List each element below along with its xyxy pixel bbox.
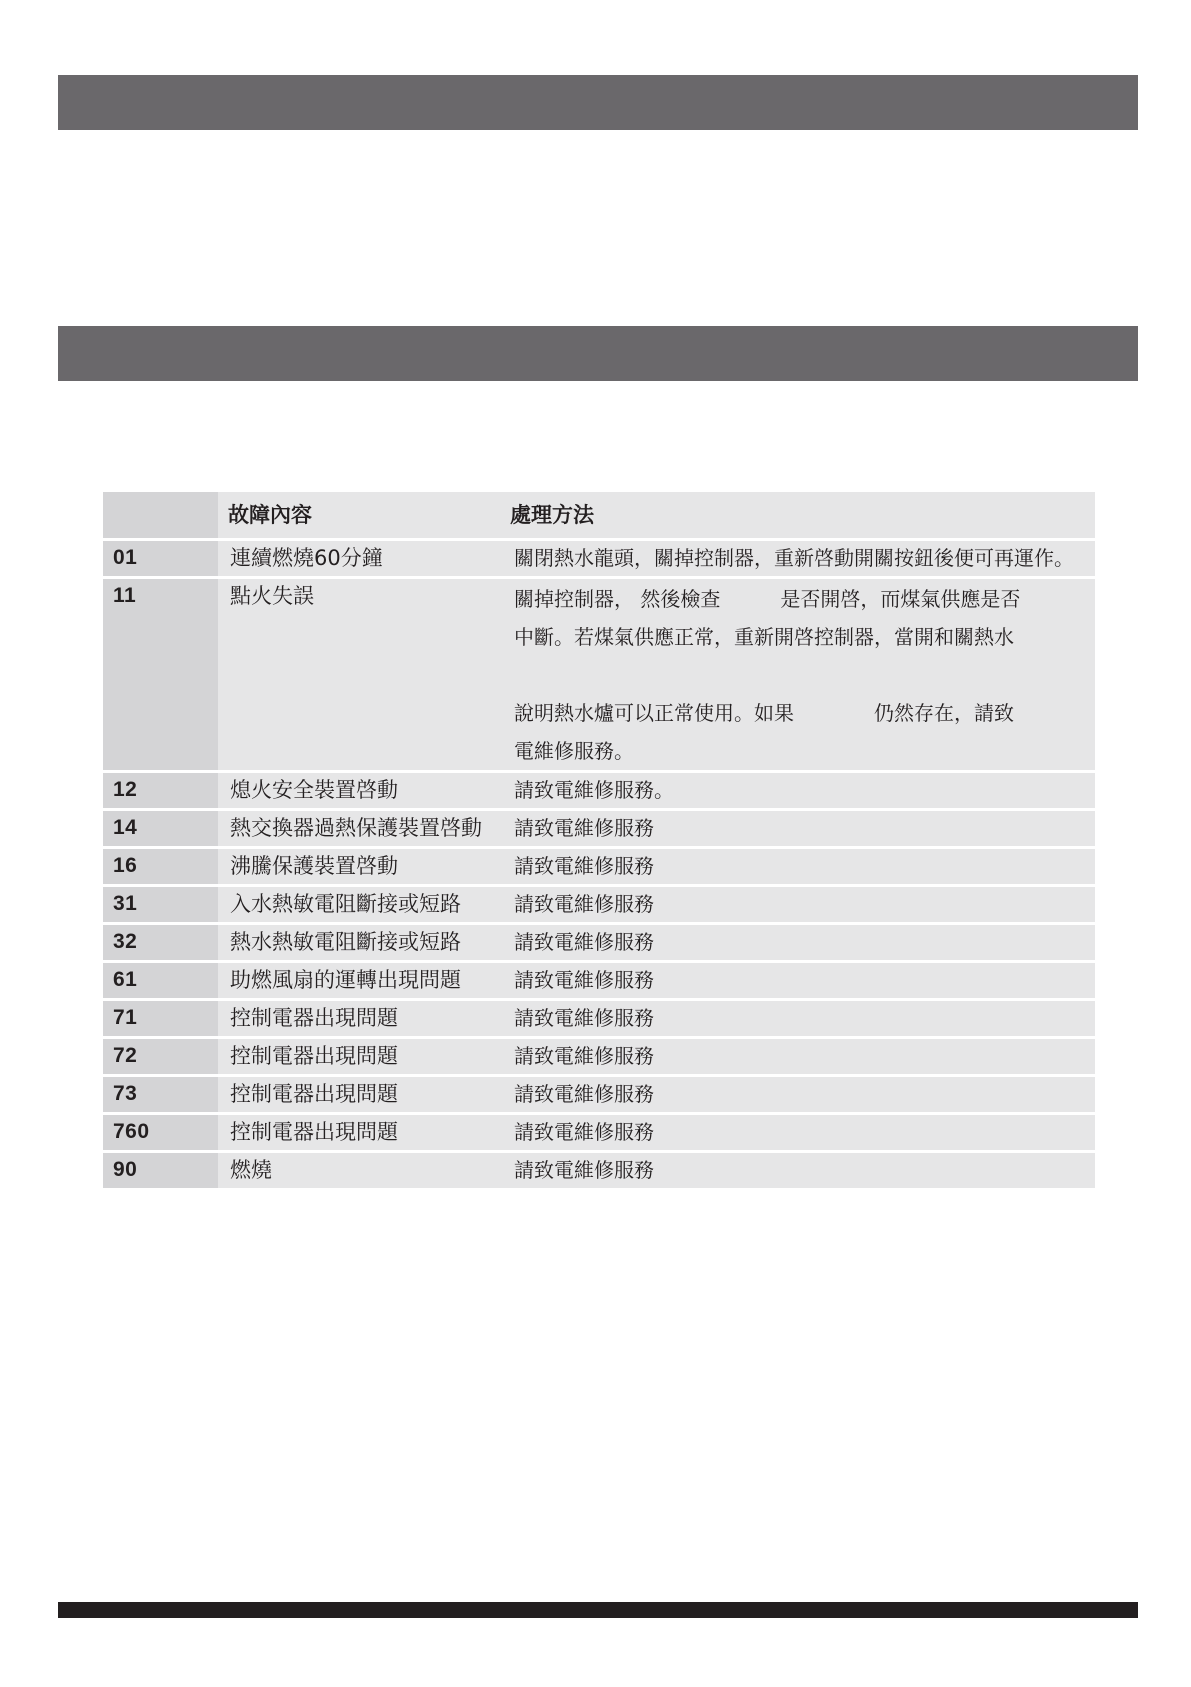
fault-description: 熱交換器過熱保護裝置啓動 (218, 811, 500, 846)
header-solution: 處理方法 (500, 492, 1095, 538)
solution-line (514, 656, 1085, 694)
table-row (103, 963, 1095, 998)
solution-line: 關掉控制器， 然後檢查 是否開啓，而煤氣供應是否 (514, 587, 1021, 611)
fault-description: 入水熱敏電阻斷接或短路 (218, 887, 500, 922)
fault-description: 助燃風扇的運轉出現問題 (218, 963, 500, 998)
table-row (103, 1153, 1095, 1188)
fault-solution (500, 579, 1095, 770)
solution-line: 說明熱水爐可以正常使用。如果 仍然存在，請致 (514, 701, 1014, 725)
fault-solution (500, 773, 1095, 808)
table-row (103, 887, 1095, 922)
fault-description: 沸騰保護裝置啓動 (218, 849, 500, 884)
fault-solution (500, 1001, 1095, 1036)
solution-line: 請致電維修服務 (514, 854, 654, 878)
header-code (103, 492, 218, 538)
solution-line: 請致電維修服務 (514, 930, 654, 954)
fault-solution (500, 811, 1095, 846)
solution-line: 請致電維修服務 (514, 816, 654, 840)
solution-line: 請致電維修服務 (514, 968, 654, 992)
table-row (103, 541, 1095, 576)
solution-line: 請致電維修服務 (514, 1044, 654, 1068)
fault-description: 燃燒 (218, 1153, 500, 1188)
fault-code: 16 (103, 849, 218, 884)
fault-solution (500, 541, 1095, 576)
table-row (103, 925, 1095, 960)
fault-code: 11 (103, 579, 218, 770)
fault-description: 控制電器出現問題 (218, 1039, 500, 1074)
solution-line: 請致電維修服務 (514, 892, 654, 916)
fault-solution (500, 849, 1095, 884)
fault-code: 01 (103, 541, 218, 576)
solution-line: 請致電維修服務 (514, 1158, 654, 1182)
solution-line: 請致電維修服務 (514, 1120, 654, 1144)
solution-line: 請致電維修服務 (514, 1082, 654, 1106)
fault-code: 71 (103, 1001, 218, 1036)
fault-description: 熱水熱敏電阻斷接或短路 (218, 925, 500, 960)
fault-code: 31 (103, 887, 218, 922)
solution-line: 關閉熱水龍頭，關掉控制器，重新啓動開關按鈕後便可再運作。 (514, 546, 1074, 570)
table-row (103, 1115, 1095, 1150)
fault-description: 熄火安全裝置啓動 (218, 773, 500, 808)
fault-solution (500, 887, 1095, 922)
fault-code: 73 (103, 1077, 218, 1112)
table-row (103, 849, 1095, 884)
table-row (103, 773, 1095, 808)
fault-code: 61 (103, 963, 218, 998)
table-row (103, 811, 1095, 846)
fault-code: 12 (103, 773, 218, 808)
fault-code: 90 (103, 1153, 218, 1188)
fault-code: 14 (103, 811, 218, 846)
fault-solution (500, 1115, 1095, 1150)
footer-bar (58, 1602, 1138, 1618)
fault-description: 控制電器出現問題 (218, 1001, 500, 1036)
fault-description: 控制電器出現問題 (218, 1077, 500, 1112)
fault-solution (500, 963, 1095, 998)
table-row (103, 1001, 1095, 1036)
fault-code: 72 (103, 1039, 218, 1074)
fault-solution (500, 1077, 1095, 1112)
fault-description: 點火失誤 (218, 579, 500, 770)
section-header-bar (58, 75, 1138, 130)
fault-solution (500, 1153, 1095, 1188)
fault-description: 連續燃燒60分鐘 (218, 541, 500, 576)
fault-solution (500, 1039, 1095, 1074)
fault-code: 32 (103, 925, 218, 960)
table-row (103, 1077, 1095, 1112)
table-row (103, 1039, 1095, 1074)
solution-line: 請致電維修服務。 (514, 778, 674, 802)
fault-solution (500, 925, 1095, 960)
section-header-bar (58, 326, 1138, 381)
fault-description: 控制電器出現問題 (218, 1115, 500, 1150)
header-description: 故障內容 (218, 492, 500, 538)
solution-line: 電維修服務。 (514, 739, 634, 763)
table-header-row (103, 492, 1095, 538)
fault-code: 760 (103, 1115, 218, 1150)
solution-line: 請致電維修服務 (514, 1006, 654, 1030)
fault-code-table (103, 489, 1095, 1191)
table-row (103, 579, 1095, 770)
solution-line: 中斷。若煤氣供應正常，重新開啓控制器，當開和關熱水 (514, 625, 1014, 649)
